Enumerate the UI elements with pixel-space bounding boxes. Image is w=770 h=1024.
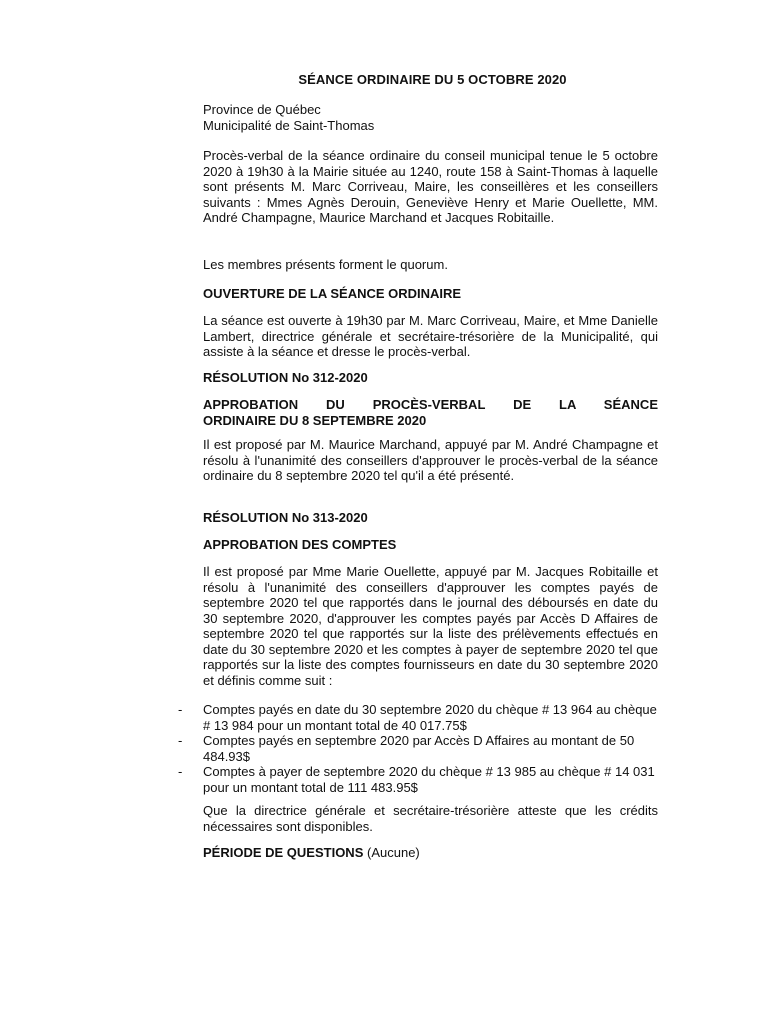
list-item-text: Comptes payés en septembre 2020 par Accès D Affaires au montant de 50 484.93$ bbox=[203, 733, 635, 764]
resolution-313-number: RÉSOLUTION No 313-2020 bbox=[203, 510, 368, 525]
resolution-312-number: RÉSOLUTION No 312-2020 bbox=[203, 370, 368, 385]
resolution-312-paragraph: Il est proposé par M. Maurice Marchand, appuyé par M. André Champagne et résolu à l'unanimité des conseillers d'approuver le procès-verbal de la séance ordinaire du 8 septembre 2020 tel qu'il a été présenté. bbox=[203, 437, 658, 483]
quorum-paragraph: Les membres présents forment le quorum. bbox=[203, 257, 448, 272]
municipality-line: Municipalité de Saint-Thomas bbox=[203, 117, 375, 133]
intro-paragraph: Procès-verbal de la séance ordinaire du conseil municipal tenue le 5 octobre 2020 à 19h30 à la Mairie située au 1240, route 158 à Saint-Thomas à laquelle sont présents M. Marc Corriveau, Maire, les conseillères et les conseillers suivants : Mmes Agnès Derouin, Geneviève Henry et Marie Ouellette, MM. André Champagne, Maurice Marchand et Jacques Robitaille. bbox=[203, 148, 658, 225]
document-title: SÉANCE ORDINAIRE DU 5 OCTOBRE 2020 bbox=[298, 72, 567, 87]
list-item bbox=[178, 733, 658, 764]
bullet-dash: - bbox=[178, 764, 183, 779]
resolution-313-paragraph: Il est proposé par Mme Marie Ouellette, appuyé par M. Jacques Robitaille et résolu à l'unanimité des conseillers d'approuver les comptes payés de septembre 2020 tel que rapportés dans le journal des déboursés en date du 30 septembre 2020, d'approuver les comptes payés par Accès D Affaires de septembre 2020 tel que rapportés sur la liste des prélèvements effectués en date du 30 septembre 2020 et les comptes à payer de septembre 2020 tel que rapportés sur la liste des comptes fournisseurs en date du 30 septembre 2020 et définis comme suit : bbox=[203, 564, 658, 688]
province-line: Province de Québec bbox=[203, 102, 321, 117]
accounts-list bbox=[178, 702, 658, 795]
certification-paragraph: Que la directrice générale et secrétaire-trésorière atteste que les crédits nécessaires sont disponibles. bbox=[203, 803, 658, 834]
opening-paragraph: La séance est ouverte à 19h30 par M. Marc Corriveau, Maire, et Mme Danielle Lambert, directrice générale et secrétaire-trésorière de la Municipalité, qui assiste à la séance et dresse le procès-verbal. bbox=[203, 313, 658, 359]
list-item bbox=[178, 702, 658, 733]
resolution-313-heading: APPROBATION DES COMPTES bbox=[203, 537, 397, 552]
questions-heading: PÉRIODE DE QUESTIONS bbox=[203, 845, 364, 860]
list-item bbox=[178, 764, 658, 795]
questions-note: (Aucune) bbox=[367, 845, 420, 860]
bullet-dash: - bbox=[178, 733, 183, 748]
opening-heading: OUVERTURE DE LA SÉANCE ORDINAIRE bbox=[203, 286, 462, 301]
resolution-312-heading-line2: ORDINAIRE DU 8 SEPTEMBRE 2020 bbox=[203, 412, 427, 428]
resolution-312-heading-line1: APPROBATION DU PROCÈS-VERBAL DE LA SÉANCE bbox=[203, 397, 658, 412]
list-item-text: Comptes à payer de septembre 2020 du chèque # 13 985 au chèque # 14 031 pour un montant total de 111 483.95$ bbox=[203, 764, 655, 795]
bullet-dash: - bbox=[178, 702, 183, 717]
list-item-text: Comptes payés en date du 30 septembre 2020 du chèque # 13 964 au chèque # 13 984 pour un montant total de 40 017.75$ bbox=[203, 702, 657, 733]
questions-section bbox=[203, 845, 658, 861]
